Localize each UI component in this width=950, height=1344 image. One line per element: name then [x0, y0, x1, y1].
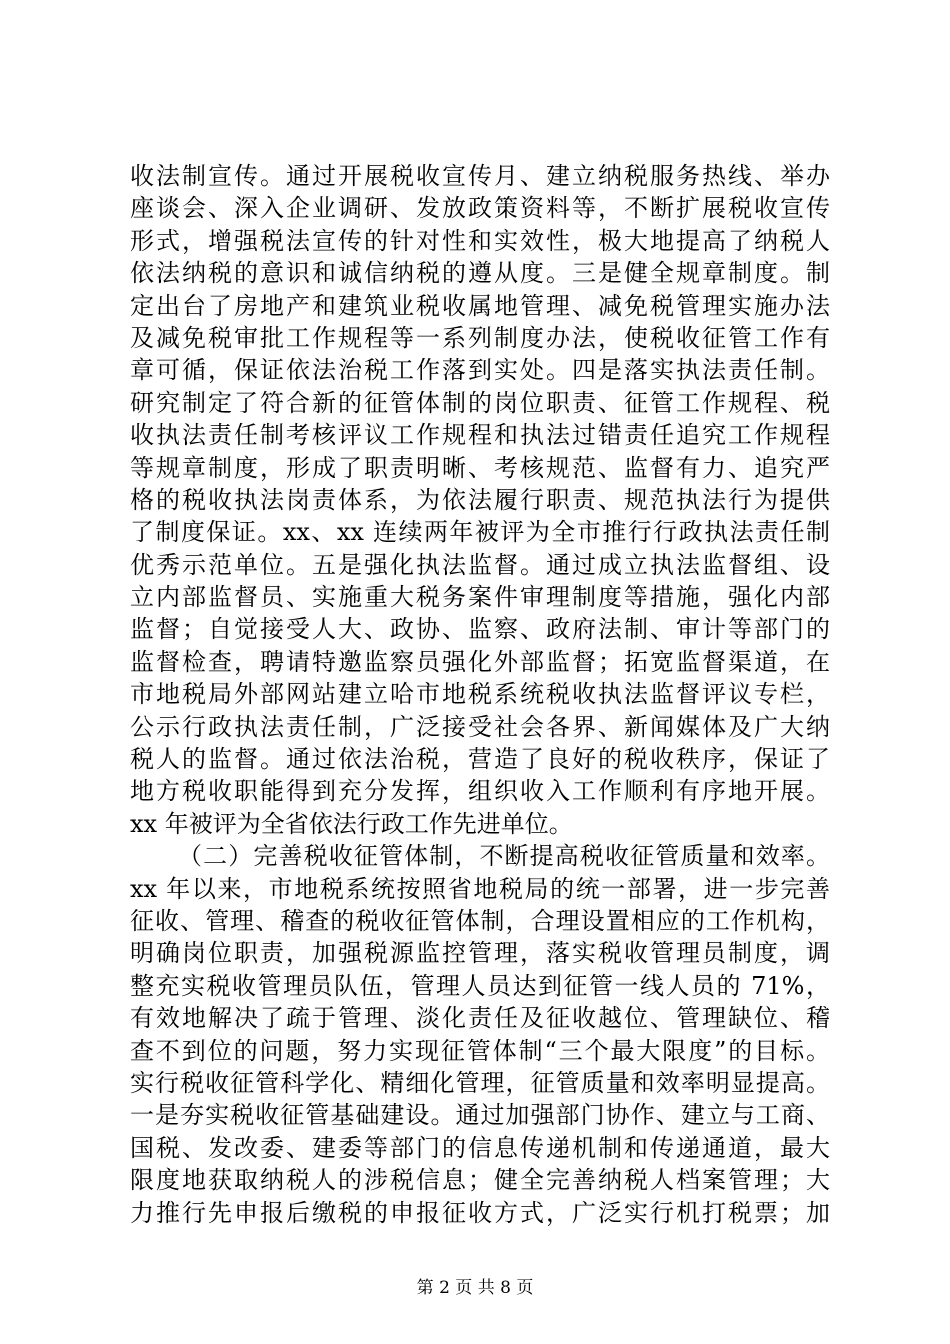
- text-line: xx 年以来，市地税系统按照省地税局的统一部署，进一步完善: [130, 874, 830, 903]
- text-line: 依法纳税的意识和诚信纳税的遵从度。三是健全规章制度。制: [130, 259, 830, 288]
- text-line: 了制度保证。xx、xx 连续两年被评为全市推行行政执法责任制: [130, 518, 830, 547]
- text-line: 征收、管理、稽查的税收征管体制，合理设置相应的工作机构，: [130, 906, 830, 935]
- text-line: 整充实税收管理员队伍，管理人员达到征管一线人员的 71%，: [130, 971, 830, 1000]
- body-text: [130, 160, 830, 1229]
- text-line: （二）完善税收征管体制，不断提高税收征管质量和效率。: [178, 842, 830, 871]
- text-line: xx 年被评为全省依法行政工作先进单位。: [130, 809, 573, 838]
- text-line: 研究制定了符合新的征管体制的岗位职责、征管工作规程、税: [130, 388, 830, 417]
- text-line: 国税、发改委、建委等部门的信息传递机制和传递通道，最大: [130, 1133, 830, 1162]
- text-line: 立内部监督员、实施重大税务案件审理制度等措施，强化内部: [130, 583, 830, 612]
- text-line: 地方税收职能得到充分发挥，组织收入工作顺利有序地开展。: [130, 777, 830, 806]
- text-line: 格的税收执法岗责体系，为依法履行职责、规范执法行为提供: [130, 485, 830, 514]
- text-line: 章可循，保证依法治税工作落到实处。四是落实执法责任制。: [130, 356, 830, 385]
- text-line: 市地税局外部网站建立哈市地税系统税收执法监督评议专栏，: [130, 680, 830, 709]
- text-line: 有效地解决了疏于管理、淡化责任及征收越位、管理缺位、稽: [130, 1004, 830, 1033]
- text-line: 监督；自觉接受人大、政协、监察、政府法制、审计等部门的: [130, 615, 830, 644]
- text-line: 及减免税审批工作规程等一系列制度办法，使税收征管工作有: [130, 323, 830, 352]
- text-line: 等规章制度，形成了职责明晰、考核规范、监督有力、追究严: [130, 453, 830, 482]
- text-line: 力推行先申报后缴税的申报征收方式，广泛实行机打税票；加: [130, 1198, 830, 1227]
- text-line: 限度地获取纳税人的涉税信息；健全完善纳税人档案管理；大: [130, 1166, 830, 1195]
- text-line: 查不到位的问题，努力实现征管体制“三个最大限度”的目标。: [130, 1036, 830, 1065]
- text-line: 收法制宣传。通过开展税收宣传月、建立纳税服务热线、举办: [130, 162, 830, 190]
- text-line: 定出台了房地产和建筑业税收属地管理、减免税管理实施办法: [130, 291, 830, 320]
- text-line: 公示行政执法责任制，广泛接受社会各界、新闻媒体及广大纳: [130, 712, 830, 741]
- text-line: 税人的监督。通过依法治税，营造了良好的税收秩序，保证了: [130, 745, 830, 774]
- page-footer: 第 2 页 共 8 页: [416, 1278, 534, 1298]
- text-line: 实行税收征管科学化、精细化管理，征管质量和效率明显提高。: [130, 1068, 830, 1097]
- text-line: 收执法责任制考核评议工作规程和执法过错责任追究工作规程: [130, 421, 830, 450]
- text-line: 形式，增强税法宣传的针对性和实效性，极大地提高了纳税人: [130, 226, 830, 255]
- text-line: 一是夯实税收征管基础建设。通过加强部门协作、建立与工商、: [130, 1101, 830, 1130]
- text-line: 座谈会、深入企业调研、发放政策资料等，不断扩展税收宣传: [130, 194, 830, 223]
- text-line: 优秀示范单位。五是强化执法监督。通过成立执法监督组、设: [130, 550, 830, 579]
- text-line: 明确岗位职责，加强税源监控管理，落实税收管理员制度，调: [130, 939, 830, 968]
- text-line: 监督检查，聘请特邀监察员强化外部监督；拓宽监督渠道，在: [130, 647, 830, 676]
